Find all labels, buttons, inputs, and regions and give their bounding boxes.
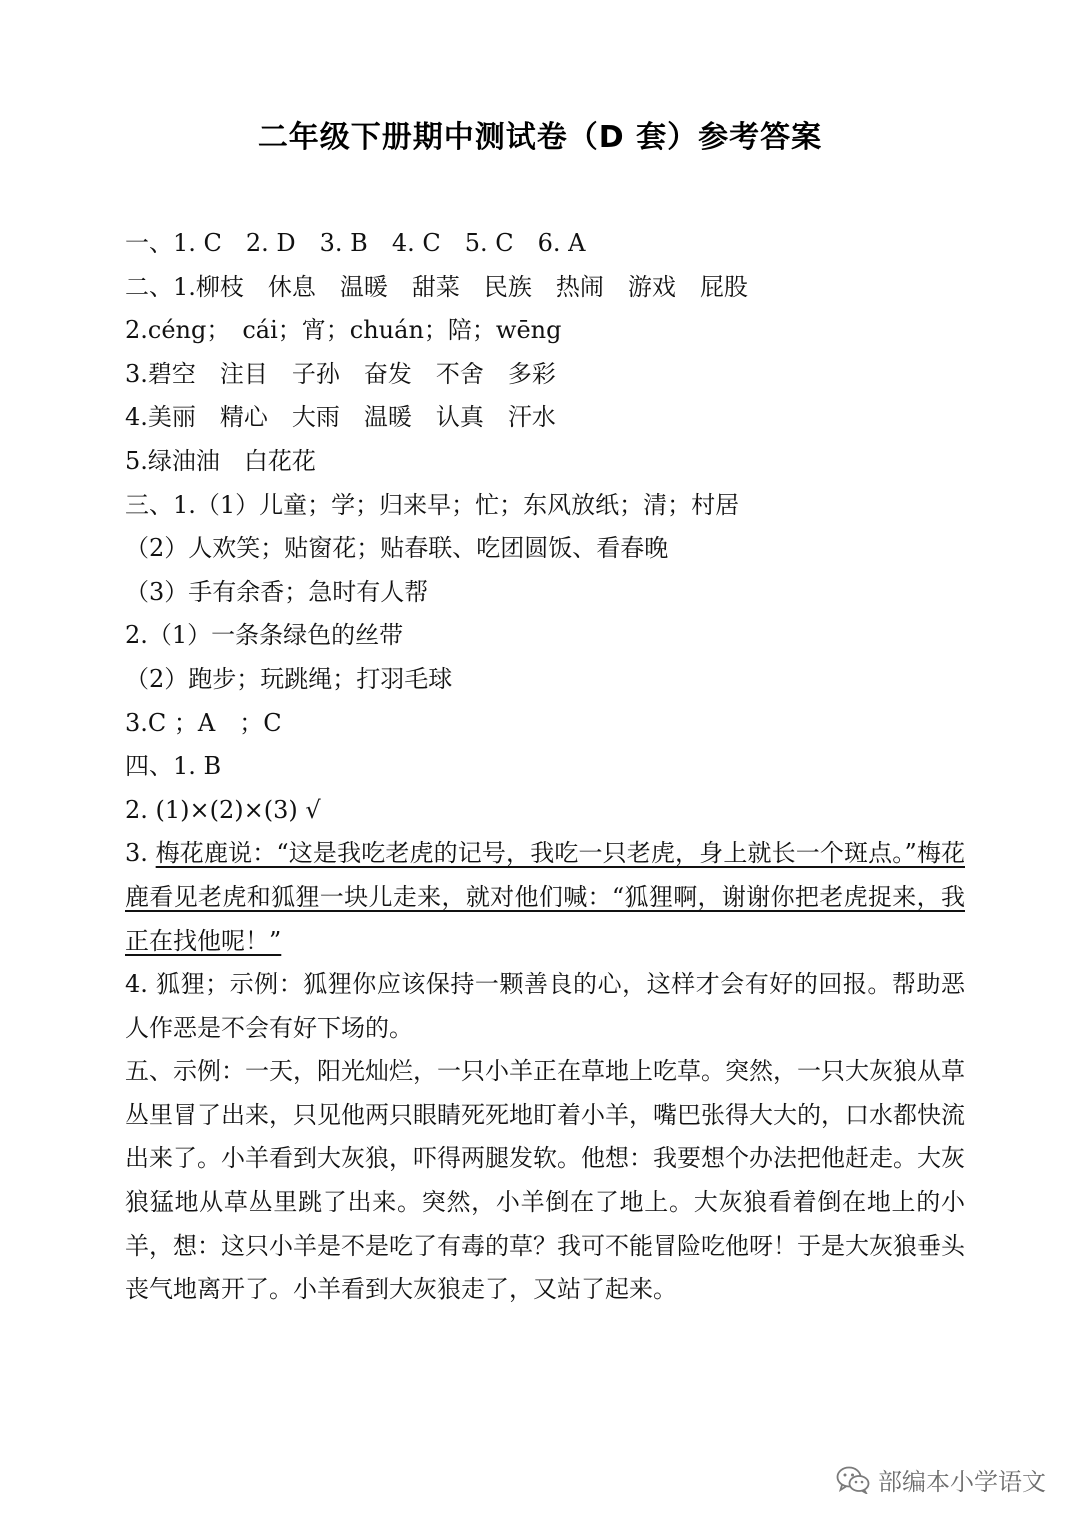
answer-line-1: 一、1. C 2. D 3. B 4. C 5. C 6. A [125, 229, 586, 257]
answer-q5-paragraph: 五、示例：一天，阳光灿烂，一只小羊正在草地上吃草。突然，一只大灰狼从草丛里冒了出来，只见他两只眼睛死死地盯着小羊，嘴巴张得大大的，口水都快流出来了。小羊看到大灰狼，吓得两腿发软。他想：我要想个办法把他赶走。大灰狼猛地从草丛里跳了出来。突然，小羊倒在了地上。大灰狼看着倒在地上的小羊，想：这只小羊是不是吃了有毒的草？我可不能冒险吃他呀！于是大灰狼垂头丧气地离开了。小羊看到大灰狼走了，又站了起来。 [125, 1057, 965, 1304]
wechat-icon [836, 1466, 870, 1494]
answer-line-9: （3）手有余香；急时有人帮 [125, 577, 429, 606]
answer-line-2: 二、1.柳枝 休息 温暖 甜菜 民族 热闹 游戏 屁股 [125, 272, 748, 301]
watermark [836, 1462, 1046, 1497]
answer-q3-paragraph [125, 832, 965, 963]
answer-line-13: 四、1. B [125, 752, 222, 781]
answer-line-6: 5.绿油油 白花花 [125, 446, 316, 475]
answer-q3-prefix: 3. [125, 839, 156, 868]
answer-line-4: 3.碧空 注目 子孙 奋发 不舍 多彩 [125, 359, 556, 388]
answer-q4-paragraph: 4. 狐狸；示例：狐狸你应该保持一颗善良的心，这样才会有好的回报。帮助恶人作恶是不会有好下场的。 [125, 970, 965, 1042]
answer-content [125, 222, 965, 1312]
answer-line-10: 2.（1）一条条绿色的丝带 [125, 621, 404, 650]
answer-line-11: （2）跑步；玩跳绳；打羽毛球 [125, 664, 453, 693]
watermark-text: 部编本小学语文 [878, 1468, 1046, 1496]
page-title: 二年级下册期中测试卷（D 套）参考答案 [257, 120, 823, 155]
answer-line-8: （2）人欢笑；贴窗花；贴春联、吃团圆饭、看春晚 [125, 534, 669, 563]
answer-q3-underlined: 梅花鹿说：“这是我吃老虎的记号，我吃一只老虎，身上就长一个斑点。”梅花鹿看见老虎和狐狸一块儿走来，就对他们喊：“狐狸啊，谢谢你把老虎捉来，我正在找他呢！” [125, 839, 965, 955]
answer-line-7: 三、1.（1）儿童；学；归来早；忙；东风放纸；清；村居 [125, 490, 740, 519]
answer-line-5: 4.美丽 精心 大雨 温暖 认真 汗水 [125, 403, 556, 432]
answer-line-3: 2.céng； cái；宵；chuán；陪；wēng [125, 316, 562, 345]
answer-line-12: 3.C ；A ；C [125, 708, 282, 737]
answer-line-14: 2. (1)×(2)×(3) √ [125, 795, 321, 824]
